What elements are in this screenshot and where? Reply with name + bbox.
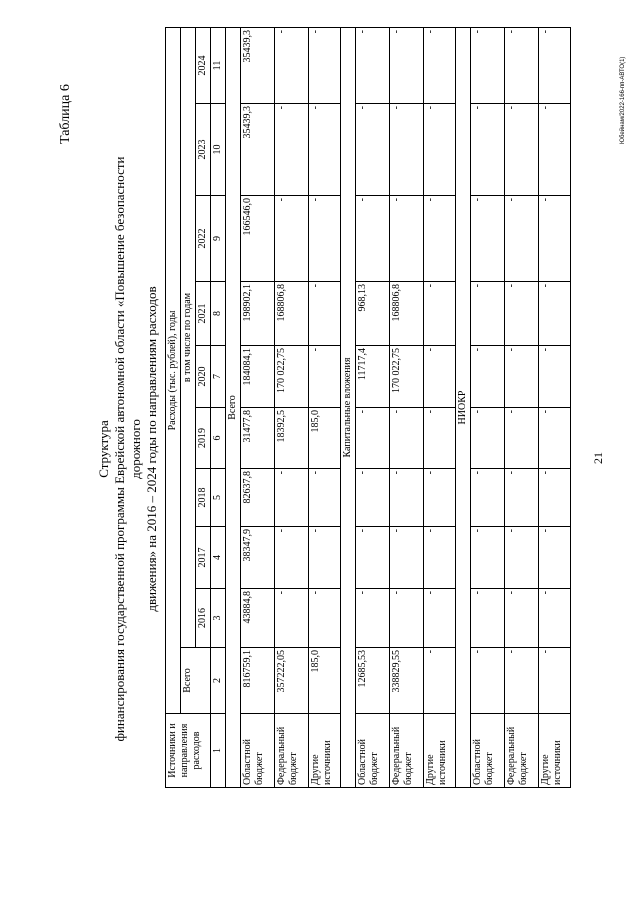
table-cell: - bbox=[390, 408, 424, 469]
section-title: НИОКР bbox=[456, 27, 471, 787]
column-number: 9 bbox=[211, 196, 226, 282]
table-cell: - bbox=[356, 196, 390, 282]
header-row-1 bbox=[166, 27, 181, 787]
table-cell: 35439,3 bbox=[241, 104, 275, 196]
table-cell: 357222,05 bbox=[275, 648, 309, 714]
table-cell: 12685,53 bbox=[356, 648, 390, 714]
table-cell: - bbox=[471, 104, 505, 196]
row-label: Областной бюджет bbox=[471, 714, 505, 788]
document-title bbox=[96, 144, 160, 754]
table-cell: - bbox=[471, 527, 505, 589]
year-header: 2017 bbox=[196, 527, 211, 589]
table-cell: 184084,1 bbox=[241, 346, 275, 408]
table-cell: - bbox=[424, 408, 456, 469]
table-row bbox=[539, 27, 571, 787]
table-cell: - bbox=[505, 282, 539, 346]
year-header: 2023 bbox=[196, 104, 211, 196]
row-label: Областной бюджет bbox=[241, 714, 275, 788]
table-cell: - bbox=[471, 648, 505, 714]
table-cell: - bbox=[539, 282, 571, 346]
year-header: 2021 bbox=[196, 282, 211, 346]
table-cell: 166546,0 bbox=[241, 196, 275, 282]
section-row bbox=[341, 27, 356, 787]
table-row bbox=[424, 27, 456, 787]
row-label: Другие источники bbox=[424, 714, 456, 788]
row-label: Федеральный бюджет bbox=[505, 714, 539, 788]
table-cell: - bbox=[471, 196, 505, 282]
column-number: 4 bbox=[211, 527, 226, 589]
section-title: Всего bbox=[226, 27, 241, 787]
table-cell: - bbox=[539, 589, 571, 648]
column-number: 5 bbox=[211, 469, 226, 527]
year-header: 2016 bbox=[196, 589, 211, 648]
table-cell: 168806,8 bbox=[275, 282, 309, 346]
column-number: 2 bbox=[211, 648, 226, 714]
table-cell: - bbox=[424, 469, 456, 527]
table-cell: - bbox=[505, 408, 539, 469]
table-cell: 185,0 bbox=[309, 648, 341, 714]
row-label: Другие источники bbox=[309, 714, 341, 788]
row-label: Другие источники bbox=[539, 714, 571, 788]
section-title: Капитальные вложения bbox=[341, 27, 356, 787]
header-including: в том числе по годам bbox=[181, 27, 196, 647]
table-cell: - bbox=[356, 27, 390, 103]
year-header: 2019 bbox=[196, 408, 211, 469]
column-number: 11 bbox=[211, 27, 226, 103]
table-row bbox=[505, 27, 539, 787]
table-cell: - bbox=[309, 589, 341, 648]
table-cell: - bbox=[471, 469, 505, 527]
table-cell: - bbox=[275, 527, 309, 589]
table-cell: 968,13 bbox=[356, 282, 390, 346]
header-numbers-row bbox=[211, 27, 226, 787]
table-cell: - bbox=[356, 408, 390, 469]
column-number: 6 bbox=[211, 408, 226, 469]
table-row bbox=[471, 27, 505, 787]
header-row-2 bbox=[181, 27, 196, 787]
table-cell: - bbox=[505, 469, 539, 527]
header-expenses: Расходы (тыс. рублей), годы bbox=[166, 27, 181, 713]
table-cell: - bbox=[424, 104, 456, 196]
table-cell: 31477,8 bbox=[241, 408, 275, 469]
table-cell: - bbox=[539, 346, 571, 408]
page-number: 21 bbox=[591, 452, 605, 464]
table-cell: - bbox=[424, 527, 456, 589]
table-cell: - bbox=[390, 27, 424, 103]
table-row bbox=[309, 27, 341, 787]
table-cell: - bbox=[390, 527, 424, 589]
table-cell: - bbox=[539, 527, 571, 589]
table-cell: - bbox=[505, 527, 539, 589]
table-cell: 38347,9 bbox=[241, 527, 275, 589]
title-line-1: Структура bbox=[96, 420, 111, 478]
table-cell: 35439,3 bbox=[241, 27, 275, 103]
table-cell: - bbox=[539, 104, 571, 196]
table-row bbox=[275, 27, 309, 787]
table-cell: - bbox=[424, 346, 456, 408]
title-line-2: финансирования государственной программы Еврейской автономной области «Повышение безопасности дорожного bbox=[112, 156, 143, 742]
table-cell: 816759,1 bbox=[241, 648, 275, 714]
table-cell: - bbox=[505, 104, 539, 196]
table-row bbox=[356, 27, 390, 787]
table-cell: - bbox=[309, 527, 341, 589]
table-cell: 82637,8 bbox=[241, 469, 275, 527]
section-row bbox=[226, 27, 241, 787]
table-cell: - bbox=[275, 27, 309, 103]
table-cell: - bbox=[356, 589, 390, 648]
header-total: Всего bbox=[181, 648, 211, 714]
table-cell: - bbox=[505, 196, 539, 282]
table-cell: - bbox=[275, 589, 309, 648]
table-cell: - bbox=[390, 589, 424, 648]
table-cell: - bbox=[390, 469, 424, 527]
table-cell: - bbox=[390, 196, 424, 282]
table-cell: 185,0 bbox=[309, 408, 341, 469]
table-cell: - bbox=[275, 104, 309, 196]
table-cell: - bbox=[505, 27, 539, 103]
table-cell: - bbox=[309, 196, 341, 282]
table-cell: - bbox=[309, 282, 341, 346]
table-cell: 170 022,75 bbox=[275, 346, 309, 408]
table-cell: - bbox=[471, 346, 505, 408]
table-cell: - bbox=[505, 346, 539, 408]
table-cell: - bbox=[505, 648, 539, 714]
table-cell: - bbox=[390, 104, 424, 196]
row-label: Областной бюджет bbox=[356, 714, 390, 788]
column-number: 7 bbox=[211, 346, 226, 408]
table-cell: 198902,1 bbox=[241, 282, 275, 346]
column-number: 10 bbox=[211, 104, 226, 196]
table-cell: - bbox=[424, 589, 456, 648]
table-cell: - bbox=[539, 648, 571, 714]
column-number: 8 bbox=[211, 282, 226, 346]
table-cell: - bbox=[539, 196, 571, 282]
row-label: Федеральный бюджет bbox=[390, 714, 424, 788]
table-cell: 18392,5 bbox=[275, 408, 309, 469]
table-cell: - bbox=[471, 589, 505, 648]
header-source: Источники и направления расходов bbox=[166, 714, 211, 788]
year-header: 2024 bbox=[196, 27, 211, 103]
table-cell: - bbox=[309, 27, 341, 103]
table-cell: - bbox=[356, 469, 390, 527]
table-cell: - bbox=[539, 408, 571, 469]
table-cell: - bbox=[424, 196, 456, 282]
year-header: 2020 bbox=[196, 346, 211, 408]
table-cell: - bbox=[424, 282, 456, 346]
column-number: 1 bbox=[211, 714, 226, 788]
table-cell: - bbox=[471, 408, 505, 469]
table-cell: 168806,8 bbox=[390, 282, 424, 346]
table-cell: 43884,8 bbox=[241, 589, 275, 648]
table-body bbox=[166, 27, 571, 787]
table-cell: 338829,55 bbox=[390, 648, 424, 714]
table-cell: - bbox=[505, 589, 539, 648]
table-cell: - bbox=[309, 346, 341, 408]
table-cell: - bbox=[309, 104, 341, 196]
table-cell: 170 022,75 bbox=[390, 346, 424, 408]
table-cell: - bbox=[275, 469, 309, 527]
table-cell: - bbox=[424, 648, 456, 714]
table-row bbox=[390, 27, 424, 787]
column-number: 3 bbox=[211, 589, 226, 648]
table-cell: - bbox=[424, 27, 456, 103]
table-cell: - bbox=[356, 104, 390, 196]
section-row bbox=[456, 27, 471, 787]
table-row bbox=[241, 27, 275, 787]
table-cell: 11717,4 bbox=[356, 346, 390, 408]
table-cell: - bbox=[471, 27, 505, 103]
table-cell: - bbox=[309, 469, 341, 527]
table-cell: - bbox=[356, 527, 390, 589]
year-header: 2022 bbox=[196, 196, 211, 282]
year-header: 2018 bbox=[196, 469, 211, 527]
table-cell: - bbox=[539, 469, 571, 527]
row-label: Федеральный бюджет bbox=[275, 714, 309, 788]
table-label: Таблица 6 bbox=[58, 84, 73, 144]
financing-table bbox=[165, 27, 571, 788]
title-line-3: движения» на 2016 – 2024 годы по направлениям расходов bbox=[144, 286, 159, 612]
table-cell: - bbox=[471, 282, 505, 346]
footer-code: Юбейнам/2022-166-пп-АВТО(1) bbox=[620, 56, 626, 144]
table-cell: - bbox=[275, 196, 309, 282]
table-cell: - bbox=[539, 27, 571, 103]
